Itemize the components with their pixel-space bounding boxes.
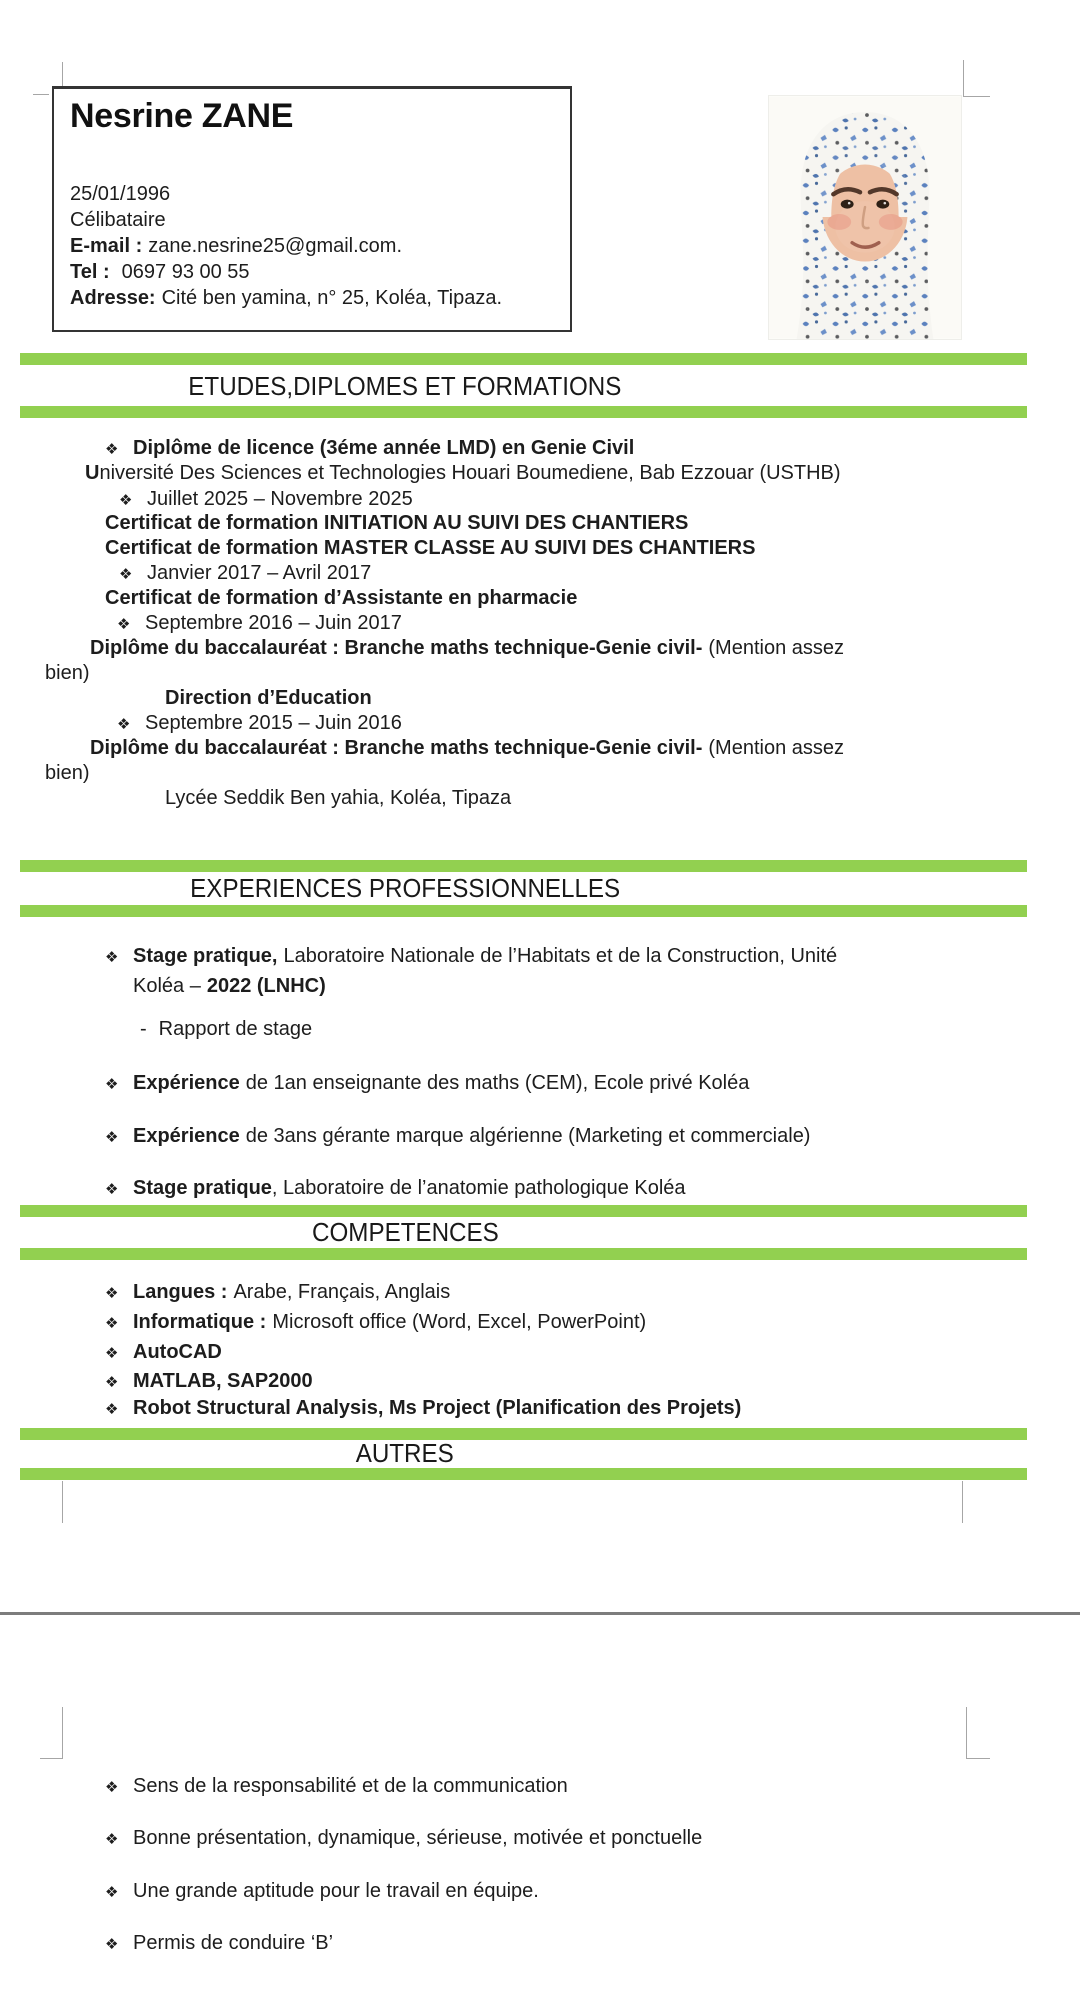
crop-mark-page2-left-vertical bbox=[62, 1707, 63, 1759]
address-line bbox=[70, 285, 502, 311]
crop-mark-bottom-right-vertical bbox=[962, 1481, 963, 1523]
page-break-line bbox=[0, 1612, 1080, 1615]
diamond-bullet-icon: ❖ bbox=[105, 949, 119, 966]
diamond-bullet-icon: ❖ bbox=[119, 492, 133, 509]
section-bar bbox=[20, 1468, 1027, 1480]
education-line: Diplôme du baccalauréat : Branche maths technique-Genie civil- (Mention assez bbox=[90, 737, 845, 759]
competence-item: ❖ Langues : Arabe, Français, Anglais bbox=[105, 1281, 451, 1303]
section-bar bbox=[20, 905, 1027, 917]
section-bar bbox=[20, 353, 1027, 365]
dash-bullet-icon: - bbox=[140, 1018, 147, 1040]
diamond-bullet-icon: ❖ bbox=[105, 1401, 119, 1418]
education-line: Certificat de formation d’Assistante en pharmacie bbox=[105, 587, 578, 609]
address-value: Cité ben yamina, n° 25, Koléa, Tipaza. bbox=[161, 287, 503, 309]
competence-item: ❖ Informatique : Microsoft office (Word, Excel, PowerPoint) bbox=[105, 1311, 647, 1333]
email-value: zane.nesrine25@gmail.com. bbox=[148, 235, 403, 257]
diamond-bullet-icon: ❖ bbox=[105, 1884, 119, 1901]
competence-item: ❖ Robot Structural Analysis, Ms Project (Planification des Projets) bbox=[105, 1397, 742, 1419]
experience-item-continued: Koléa – 2022 (LNHC) bbox=[133, 975, 326, 997]
diamond-bullet-icon: ❖ bbox=[105, 1374, 119, 1391]
diamond-bullet-icon: ❖ bbox=[105, 1076, 119, 1093]
diamond-bullet-icon: ❖ bbox=[117, 716, 131, 733]
education-line: Université Des Sciences et Technologies Houari Boumediene, Bab Ezzouar (USTHB) bbox=[85, 462, 841, 484]
section-title-education: ETUDES,DIPLOMES ET FORMATIONS bbox=[188, 370, 622, 401]
section-bar bbox=[20, 1248, 1027, 1260]
crop-mark-page2-right-horizontal bbox=[966, 1758, 990, 1759]
diamond-bullet-icon: ❖ bbox=[105, 1129, 119, 1146]
experience-subitem: - Rapport de stage bbox=[140, 1018, 313, 1040]
autres-item: ❖ Permis de conduire ‘B’ bbox=[105, 1932, 334, 1954]
diamond-bullet-icon: ❖ bbox=[105, 1315, 119, 1332]
tel-value: 0697 93 00 55 bbox=[121, 261, 250, 283]
education-line: Diplôme du baccalauréat : Branche maths technique-Genie civil- (Mention assez bbox=[90, 637, 845, 659]
address-label: Adresse: bbox=[70, 287, 156, 309]
experience-item: ❖ Expérience de 3ans gérante marque algérienne (Marketing et commerciale) bbox=[105, 1125, 811, 1147]
education-line: Certificat de formation MASTER CLASSE AU SUIVI DES CHANTIERS bbox=[105, 537, 756, 559]
education-line: ❖ Janvier 2017 – Avril 2017 bbox=[119, 562, 372, 584]
education-line: ❖ Juillet 2025 – Novembre 2025 bbox=[119, 488, 413, 510]
diamond-bullet-icon: ❖ bbox=[105, 441, 119, 458]
tel-label: Tel : bbox=[70, 261, 110, 283]
competence-item: ❖ AutoCAD bbox=[105, 1341, 222, 1363]
autres-item: ❖ Bonne présentation, dynamique, sérieuse, motivée et ponctuelle bbox=[105, 1827, 703, 1849]
autres-item: ❖ Une grande aptitude pour le travail en équipe. bbox=[105, 1880, 539, 1902]
education-line: ❖ Diplôme de licence (3éme année LMD) en Genie Civil bbox=[105, 437, 635, 459]
diamond-bullet-icon: ❖ bbox=[105, 1285, 119, 1302]
education-line: Certificat de formation INITIATION AU SUIVI DES CHANTIERS bbox=[105, 512, 689, 534]
experience-item: ❖ Stage pratique, Laboratoire de l’anatomie pathologique Koléa bbox=[105, 1177, 686, 1199]
contact-info bbox=[70, 181, 502, 311]
identity-box bbox=[52, 86, 572, 332]
education-line: Direction d’Education bbox=[165, 687, 372, 709]
diamond-bullet-icon: ❖ bbox=[105, 1779, 119, 1796]
crop-mark-page2-right-vertical bbox=[966, 1707, 967, 1759]
diamond-bullet-icon: ❖ bbox=[117, 616, 131, 633]
education-line: bien) bbox=[45, 662, 90, 684]
section-title-experience: EXPERIENCES PROFESSIONNELLES bbox=[189, 872, 621, 903]
experience-item: ❖ Stage pratique, Laboratoire Nationale de l’Habitats et de la Construction, Unité bbox=[105, 945, 838, 967]
email-label: E-mail : bbox=[70, 235, 143, 257]
competence-item: ❖ MATLAB, SAP2000 bbox=[105, 1370, 313, 1392]
diamond-bullet-icon: ❖ bbox=[105, 1831, 119, 1848]
education-line: ❖ Septembre 2016 – Juin 2017 bbox=[117, 612, 402, 634]
education-line: ❖ Septembre 2015 – Juin 2016 bbox=[117, 712, 402, 734]
email-line bbox=[70, 233, 502, 259]
education-line: Lycée Seddik Ben yahia, Koléa, Tipaza bbox=[165, 787, 512, 809]
profile-photo-illustration bbox=[769, 96, 961, 339]
section-bar bbox=[20, 406, 1027, 418]
diamond-bullet-icon: ❖ bbox=[105, 1345, 119, 1362]
crop-mark-top-right-horizontal bbox=[963, 96, 990, 97]
crop-mark-top-right-vertical bbox=[963, 60, 964, 97]
crop-mark-top-left-horizontal bbox=[33, 94, 49, 95]
birthdate: 25/01/1996 bbox=[70, 183, 171, 205]
marital-status: Célibataire bbox=[70, 209, 166, 231]
crop-mark-bottom-left-vertical bbox=[62, 1481, 63, 1523]
section-bar bbox=[20, 860, 1027, 872]
education-line: bien) bbox=[45, 762, 90, 784]
candidate-name: Nesrine ZANE bbox=[70, 97, 294, 135]
autres-item: ❖ Sens de la responsabilité et de la communication bbox=[105, 1775, 568, 1797]
crop-mark-page2-left-horizontal bbox=[40, 1758, 62, 1759]
experience-item: ❖ Expérience de 1an enseignante des maths (CEM), Ecole privé Koléa bbox=[105, 1072, 750, 1094]
diamond-bullet-icon: ❖ bbox=[119, 566, 133, 583]
tel-line bbox=[70, 259, 502, 285]
diamond-bullet-icon: ❖ bbox=[105, 1936, 119, 1953]
crop-mark-top-left-vertical bbox=[62, 62, 63, 86]
diamond-bullet-icon: ❖ bbox=[105, 1181, 119, 1198]
section-title-competences: COMPETENCES bbox=[311, 1216, 499, 1247]
section-title-autres: AUTRES bbox=[355, 1438, 455, 1468]
profile-photo bbox=[768, 95, 962, 340]
